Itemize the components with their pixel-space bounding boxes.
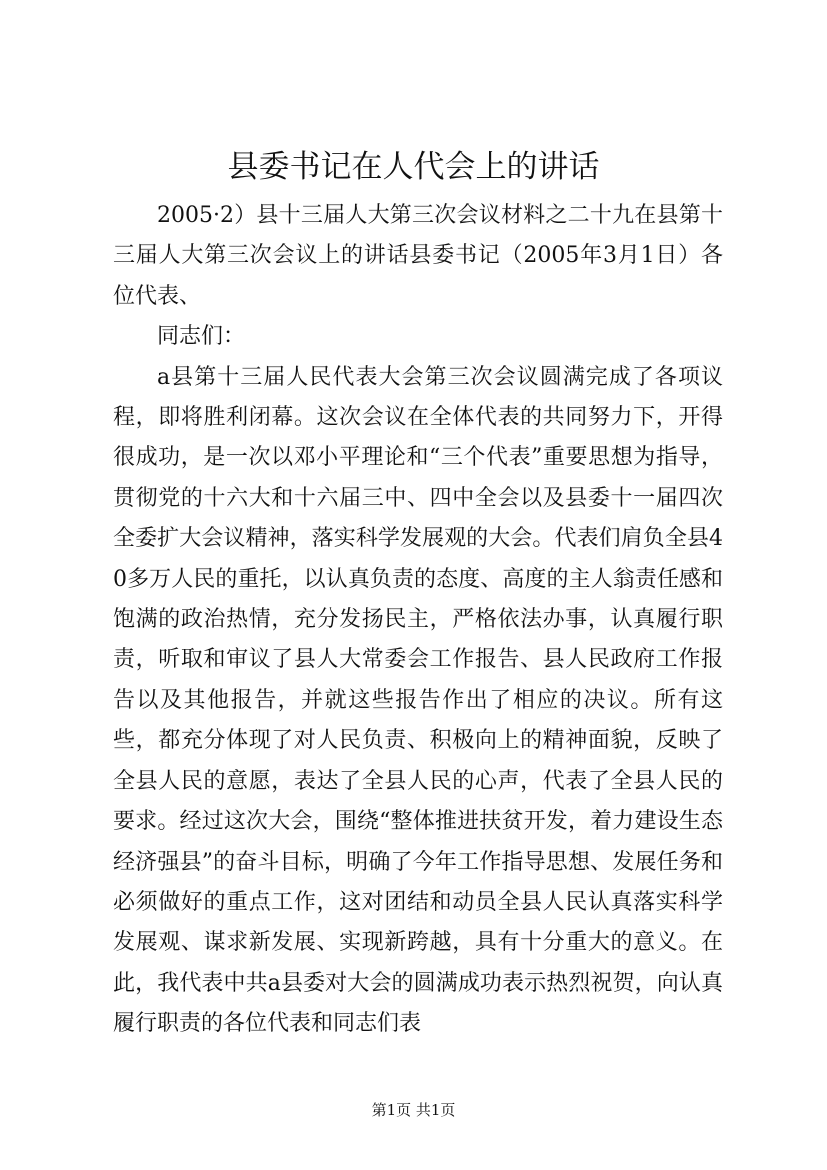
paragraph-main: a县第十三届人民代表大会第三次会议圆满完成了各项议程，即将胜利闭幕。这次会议在全体代表的共同努力下，开得很成功，是一次以邓小平理论和“三个代表”重要思想为指导，贯彻党的十六大和十六届三中、四中全会以及县委十一届四次全委扩大会议精神，落实科学发展观的大会。代表们肩负全县40多万人民的重托，以认真负责的态度、高度的主人翁责任感和饱满的政治热情，充分发扬民主，严格依法办事，认真履行职责，听取和审议了县人大常委会工作报告、县人民政府工作报告以及其他报告，并就这些报告作出了相应的决议。所有这些，都充分体现了对人民负责、积极向上的精神面貌，反映了全县人民的意愿，表达了全县人民的心声，代表了全县人民的要求。经过这次大会，围绕“整体推进扶贫开发，着力建设生态经济强县”的奋斗目标，明确了今年工作指导思想、发展任务和必须做好的重点工作，这对团结和动员全县人民认真落实科学发展观、谋求新发展、实现新跨越，具有十分重大的意义。在此，我代表中共a县委对大会的圆满成功表示热烈祝贺，向认真履行职责的各位代表和同志们表 bbox=[113, 364, 723, 1037]
paragraph-intro: 2005·2）县十三届人大第三次会议材料之二十九在县第十三届人大第三次会议上的讲话县委书记（2005年3月1日）各位代表、 bbox=[113, 203, 723, 309]
paragraph-salutation: 同志们： bbox=[157, 324, 246, 350]
document-title: 县委书记在人代会上的讲话 bbox=[227, 149, 600, 185]
page-number-footer: 第1页 共1页 bbox=[371, 1101, 456, 1119]
document-body bbox=[113, 196, 723, 1045]
